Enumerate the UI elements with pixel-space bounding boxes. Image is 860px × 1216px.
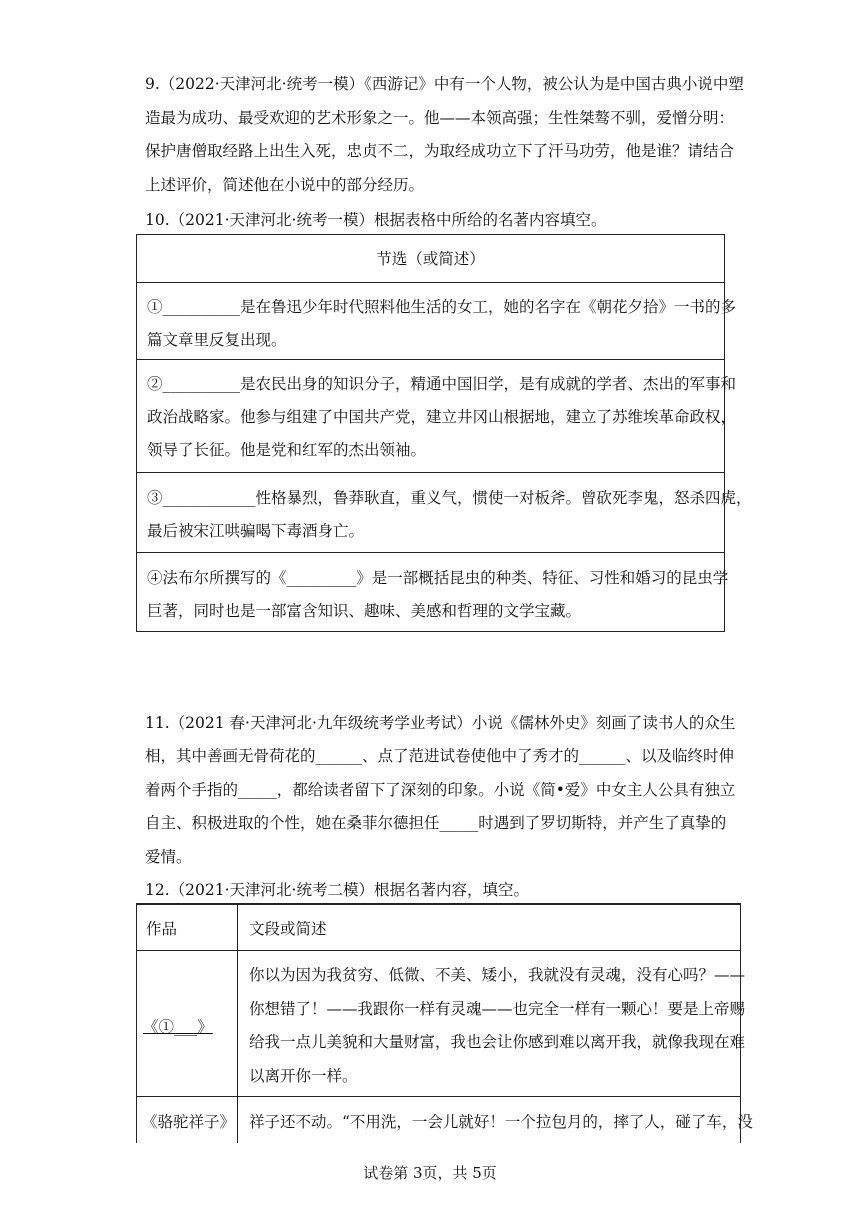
q12-row-1 <box>137 950 746 1096</box>
table-cell-line: ②__________是农民出身的知识分子，精通中国旧学，是有成就的学者、杰出的军事和 <box>147 375 737 393</box>
table-cell-line: 巨著，同时也是一部富含知识、趣味、美感和哲理的文学宝藏。 <box>147 602 582 620</box>
q9-line: 造最为成功、最受欢迎的艺术形象之一。他——本领高强；生性桀骜不驯，爱憎分明： <box>145 109 735 127</box>
table-cell-line: 领导了长征。他是党和红军的杰出领袖。 <box>147 441 427 459</box>
q12-row-2 <box>137 1096 753 1144</box>
table-cell-line: 你想错了！——我跟你一样有灵魂——也完全一样有一颗心！要是上帝赐 <box>249 1000 746 1018</box>
table-cell-line: 篇文章里反复出现。 <box>147 331 287 349</box>
q12-col1-header: 作品 <box>146 920 178 938</box>
q12-col2-header: 文段或简述 <box>249 920 327 938</box>
q9-line: 上述评价，简述他在小说中的部分经历。 <box>145 176 425 194</box>
table-cell-line: 给我一点儿美貌和大量财富，我也会让你感到难以离开我，就像我现在难 <box>249 1033 746 1051</box>
table-cell-line: ④法布尔所撰写的《_________》是一部概括昆虫的种类、特征、习性和婚习的昆虫学 <box>147 569 729 587</box>
q10-row-3 <box>137 472 752 552</box>
q11-line: 相，其中善画无骨荷花的______、点了范进试卷使他中了秀才的______、以及临终时伸 <box>145 747 735 765</box>
q11-line: 自主、积极进取的个性，她在桑菲尔德担任_____时遇到了罗切斯特，并产生了真挚的 <box>145 814 727 832</box>
table-cell-line: 以离开你一样。 <box>249 1067 358 1085</box>
q10-row-4 <box>137 552 729 632</box>
table-cell-line: 你以为因为我贫穷、低微、不美、矮小，我就没有灵魂，没有心吗？—— <box>249 966 746 984</box>
table-cell-line: 政治战略家。他参与组建了中国共产党，建立井冈山根据地，建立了苏维埃革命政权， <box>147 408 737 426</box>
q9-line: 9.（2022·天津河北·统考一模）《西游记》中有一个人物，被公认为是中国古典小说中塑 <box>145 75 744 93</box>
q12-title: 12.（2021·天津河北·统考二模）根据名著内容，填空。 <box>145 881 529 899</box>
q10-header: 节选（或简述） <box>376 250 485 268</box>
q9-line: 保护唐僧取经路上出生入死，忠贞不二，为取经成功立下了汗马功劳，他是谁？请结合 <box>145 142 735 160</box>
page-footer: 试卷第 3页，共 5页 <box>363 1164 497 1182</box>
table-cell-line: ③____________性格暴烈，鲁莽耿直，重义气，惯使一对板斧。曾砍死李鬼，怒杀四虎， <box>147 489 752 507</box>
table-cell-line: ①__________是在鲁迅少年时代照料他生活的女工，她的名字在《朝花夕拾》一书的多 <box>147 298 737 316</box>
q12-work-title: 《骆驼祥子》 <box>142 1113 236 1131</box>
q10-title: 10.（2021·天津河北·统考一模）根据表格中所给的名著内容填空。 <box>145 211 607 229</box>
q11-line: 爱情。 <box>145 848 192 866</box>
q12-header-row <box>137 904 740 950</box>
q10-row-1 <box>137 282 737 359</box>
q11-line: 11.（2021 春·天津河北·九年级统考学业考试）小说《儒林外史》刻画了读书人的众生 <box>145 714 736 732</box>
q10-row-2 <box>137 359 737 472</box>
q12-work-blank: 《①___》 <box>143 1018 213 1036</box>
table-cell-line: 最后被宋江哄骗喝下毒酒身亡。 <box>147 522 365 540</box>
q12-table <box>136 903 753 1143</box>
q11-line: 着两个手指的_____，都给读者留下了深刻的印象。小说《简•爱》中女主人公具有独立 <box>145 781 736 799</box>
table-cell-line: 祥子还不动。“不用洗，一会儿就好！一个拉包月的，摔了人，碰了车，没 <box>249 1113 753 1131</box>
q10-header-row <box>137 235 724 282</box>
q10-table <box>136 234 752 632</box>
